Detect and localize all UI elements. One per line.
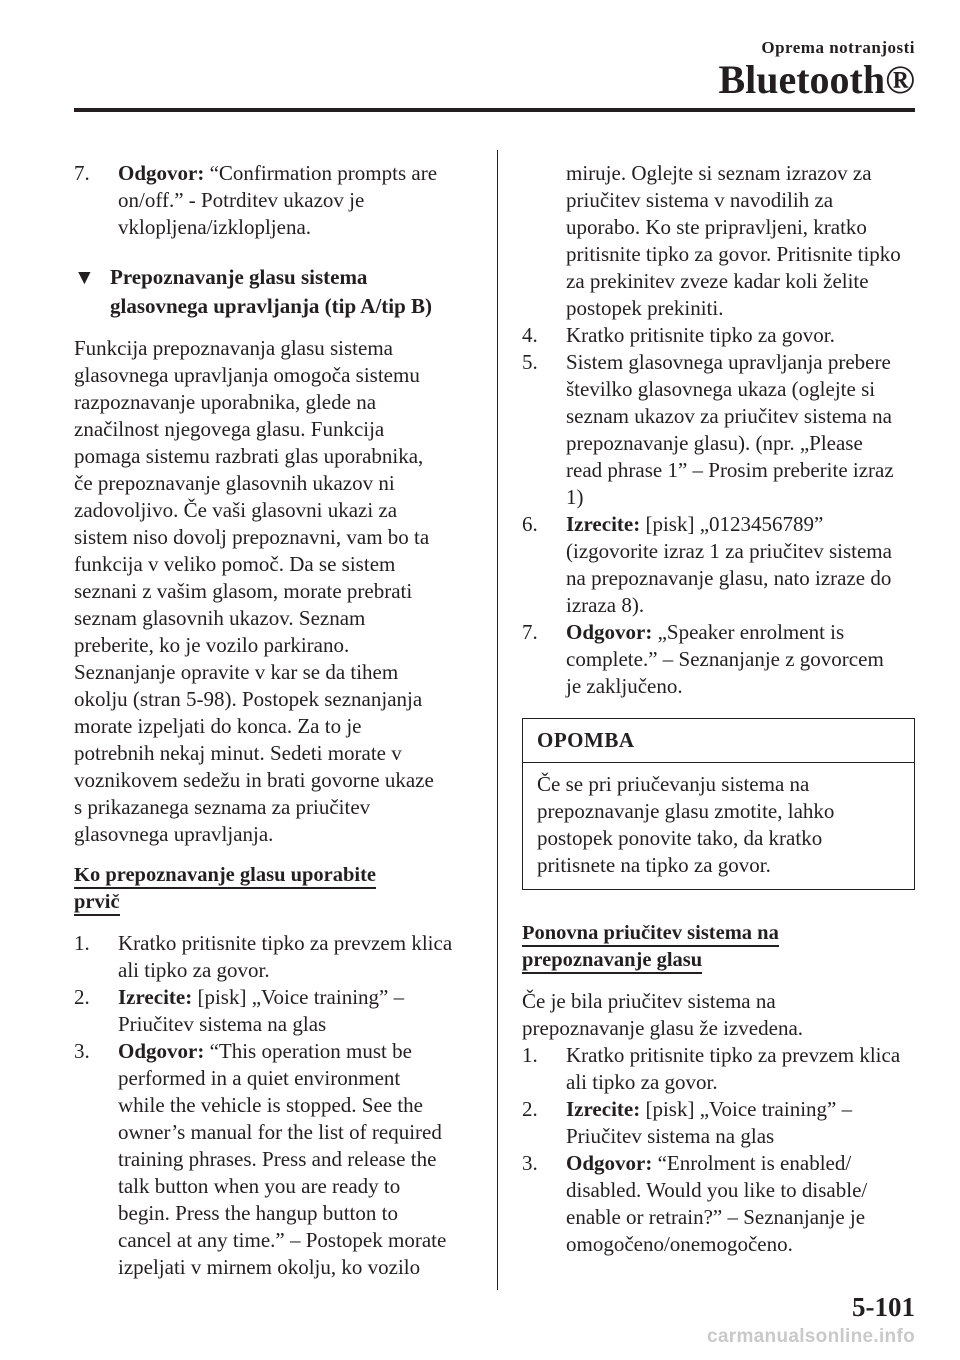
paragraph-line: okolju (stran 5-98). Postopek seznanjanja	[74, 687, 423, 711]
note-line: Če se pri priučevanju sistema na	[537, 772, 810, 796]
step-continuation: ali tipko za govor.	[118, 958, 270, 982]
step-continuation: Priučitev sistema na glas	[566, 1124, 775, 1148]
step-continuation: complete.” – Seznanjanje z govorcem	[566, 647, 884, 671]
step-continuation: seznam ukazov za priučitev sistema na	[566, 404, 892, 428]
step-text: [pisk] „Voice training” –	[192, 985, 405, 1009]
paragraph-line: s prikazanega seznama za priučitev	[74, 795, 371, 819]
paragraph-line: potrebnih nekaj minut. Sedeti morate v	[74, 741, 402, 765]
step-label: Izrecite:	[566, 512, 641, 536]
underlined-subheading	[74, 862, 469, 916]
step-continuation: ali tipko za govor.	[566, 1070, 718, 1094]
step-number: 4.	[522, 323, 538, 347]
paragraph-line: razpoznavanje uporabnika, glede na	[74, 390, 377, 414]
page-number: 5-101	[852, 1292, 915, 1322]
step-continuation: talk button when you are ready to	[118, 1174, 401, 1198]
paragraph-line: Funkcija prepoznavanja glasu sistema	[74, 336, 393, 360]
step-continuation: owner’s manual for the list of required	[118, 1120, 442, 1144]
step-continuation: priučitev sistema v navodilih za	[566, 188, 834, 212]
right-column	[522, 160, 915, 1258]
paragraph-line: Seznanjanje opravite v kar se da tihem	[74, 660, 399, 684]
step-label: Odgovor:	[118, 161, 205, 185]
column-divider	[497, 150, 498, 1290]
step-number: 1.	[74, 931, 90, 955]
paragraph-line: glasovnega upravljanja.	[74, 822, 274, 846]
step-item	[522, 322, 915, 349]
step-label: Izrecite:	[566, 1097, 641, 1121]
note-line: postopek ponovite tako, da kratko	[537, 826, 823, 850]
triangle-marker-icon: ▼	[74, 265, 95, 289]
step-continuation-block	[522, 160, 915, 322]
step-label: Odgovor:	[118, 1039, 205, 1063]
step-label: Odgovor:	[566, 620, 653, 644]
step-text: Kratko pritisnite tipko za prevzem klica	[566, 1043, 901, 1067]
subheading-line: prepoznavanje glasu	[522, 949, 702, 974]
step-continuation: postopek prekiniti.	[566, 296, 724, 320]
paragraph-line: preberite, ko je vozilo parkirano.	[74, 633, 350, 657]
step-continuation: vklopljena/izklopljena.	[118, 215, 312, 239]
body-paragraph	[74, 335, 469, 848]
section-heading	[74, 263, 469, 321]
step-continuation: za prekinitev zveze kadar koli želite	[566, 269, 869, 293]
step-number: 7.	[74, 161, 90, 185]
step-continuation: cancel at any time.” – Postopek morate	[118, 1228, 447, 1252]
step-number: 3.	[74, 1039, 90, 1063]
step-continuation: je zaključeno.	[566, 674, 683, 698]
step-continuation: performed in a quiet environment	[118, 1066, 401, 1090]
step-text: “Enrolment is enabled/	[652, 1151, 852, 1175]
left-column	[74, 160, 469, 1281]
note-line: pritisnete na tipko za govor.	[537, 853, 771, 877]
step-continuation: prepoznavanje glasu). (npr. „Please	[566, 431, 863, 455]
step-item	[522, 349, 915, 511]
step-continuation: omogočeno/onemogočeno.	[566, 1232, 793, 1256]
step-text: Sistem glasovnega upravljanja prebere	[566, 350, 891, 374]
step-item	[74, 984, 469, 1038]
step-number: 3.	[522, 1151, 538, 1175]
paragraph-line: glasovnega upravljanja omogoča sistemu	[74, 363, 420, 387]
paragraph-line: funkcija v veliko pomoč. Da se sistem	[74, 552, 396, 576]
step-continuation: enable or retrain?” – Seznanjanje je	[566, 1205, 866, 1229]
paragraph-line: zadovoljivo. Če vaši glasovni ukazi za	[74, 498, 398, 522]
step-text: Kratko pritisnite tipko za prevzem klica	[118, 931, 453, 955]
step-number: 6.	[522, 512, 538, 536]
step-item	[522, 619, 915, 700]
paragraph-line: sistem niso dovolj prepoznavni, vam bo ta	[74, 525, 430, 549]
step-text: “This operation must be	[204, 1039, 412, 1063]
step-text: [pisk] „0123456789”	[640, 512, 824, 536]
paragraph-line: Če je bila priučitev sistema na	[522, 989, 776, 1013]
step-continuation: on/off.” - Potrditev ukazov je	[118, 188, 365, 212]
subheading-line: prvič	[74, 891, 120, 916]
steps-list	[74, 930, 469, 1281]
section-label: Oprema notranjosti	[761, 38, 915, 57]
paragraph-line: značilnost njegovega glasu. Funkcija	[74, 417, 385, 441]
step-continuation: disabled. Would you like to disable/	[566, 1178, 868, 1202]
paragraph-line: pomaga sistemu razbrati glas uporabnika,	[74, 444, 424, 468]
underlined-subheading	[522, 920, 915, 974]
step-continuation: na prepoznavanje glasu, nato izraze do	[566, 566, 892, 590]
paragraph-line: če prepoznavanje glasovnih ukazov ni	[74, 471, 395, 495]
paragraph-line: seznani z vašim glasom, morate prebrati	[74, 579, 413, 603]
step-text: Kratko pritisnite tipko za govor.	[566, 323, 835, 347]
step-item	[522, 1042, 915, 1096]
step-label: Odgovor:	[566, 1151, 653, 1175]
paragraph-line: voznikovem sedežu in brati govorne ukaze	[74, 768, 434, 792]
step-continuation: (izgovorite izraz 1 za priučitev sistema	[566, 539, 892, 563]
step-text: [pisk] „Voice training” –	[640, 1097, 853, 1121]
page-title: Bluetooth®	[718, 57, 915, 102]
step-item	[74, 1038, 469, 1281]
note-body	[523, 763, 914, 889]
paragraph-line: prepoznavanje glasu že izvedena.	[522, 1016, 804, 1040]
step-item	[74, 930, 469, 984]
subheading-line: Ponovna priučitev sistema na	[522, 922, 779, 947]
step-number: 2.	[522, 1097, 538, 1121]
step-continuation: izraza 8).	[566, 593, 645, 617]
step-continuation: begin. Press the hangup button to	[118, 1201, 398, 1225]
step-continuation: pritisnite tipko za govor. Pritisnite tipko	[566, 242, 901, 266]
step-continuation: 1)	[566, 485, 584, 509]
intro-paragraph	[522, 988, 915, 1042]
step-text: “Confirmation prompts are	[204, 161, 438, 185]
step-continuation: training phrases. Press and release the	[118, 1147, 437, 1171]
step-continuation: uporabo. Ko ste pripravljeni, kratko	[566, 215, 867, 239]
paragraph-line: morate izpeljati do konca. Za to je	[74, 714, 362, 738]
step-continuation: miruje. Oglejte si seznam izrazov za	[566, 161, 872, 185]
heading-line: glasovnega upravljanja (tip A/tip B)	[110, 294, 433, 318]
step-number: 7.	[522, 620, 538, 644]
note-box	[522, 718, 915, 890]
step-number: 2.	[74, 985, 90, 1009]
step-item	[522, 1096, 915, 1150]
step-continuation: izpeljati v mirnem okolju, ko vozilo	[118, 1255, 421, 1279]
steps-list	[522, 1042, 915, 1258]
step-text: „Speaker enrolment is	[652, 620, 845, 644]
paragraph-line: seznam glasovnih ukazov. Seznam	[74, 606, 366, 630]
subheading-line: Ko prepoznavanje glasu uporabite	[74, 864, 376, 889]
note-line: prepoznavanje glasu zmotite, lahko	[537, 799, 835, 823]
step-continuation: read phrase 1” – Prosim preberite izraz	[566, 458, 894, 482]
step-number: 5.	[522, 350, 538, 374]
step-number: 1.	[522, 1043, 538, 1067]
step-label: Izrecite:	[118, 985, 193, 1009]
step-item	[74, 160, 469, 241]
step-continuation: while the vehicle is stopped. See the	[118, 1093, 424, 1117]
step-item	[522, 511, 915, 619]
note-title: OPOMBA	[523, 719, 914, 763]
step-item	[522, 1150, 915, 1258]
step-continuation: številko glasovnega ukaza (oglejte si	[566, 377, 876, 401]
watermark: carmanualsonline.info	[707, 1326, 915, 1347]
step-continuation: Priučitev sistema na glas	[118, 1012, 327, 1036]
header-rule	[74, 108, 915, 112]
heading-line: Prepoznavanje glasu sistema	[110, 265, 368, 289]
